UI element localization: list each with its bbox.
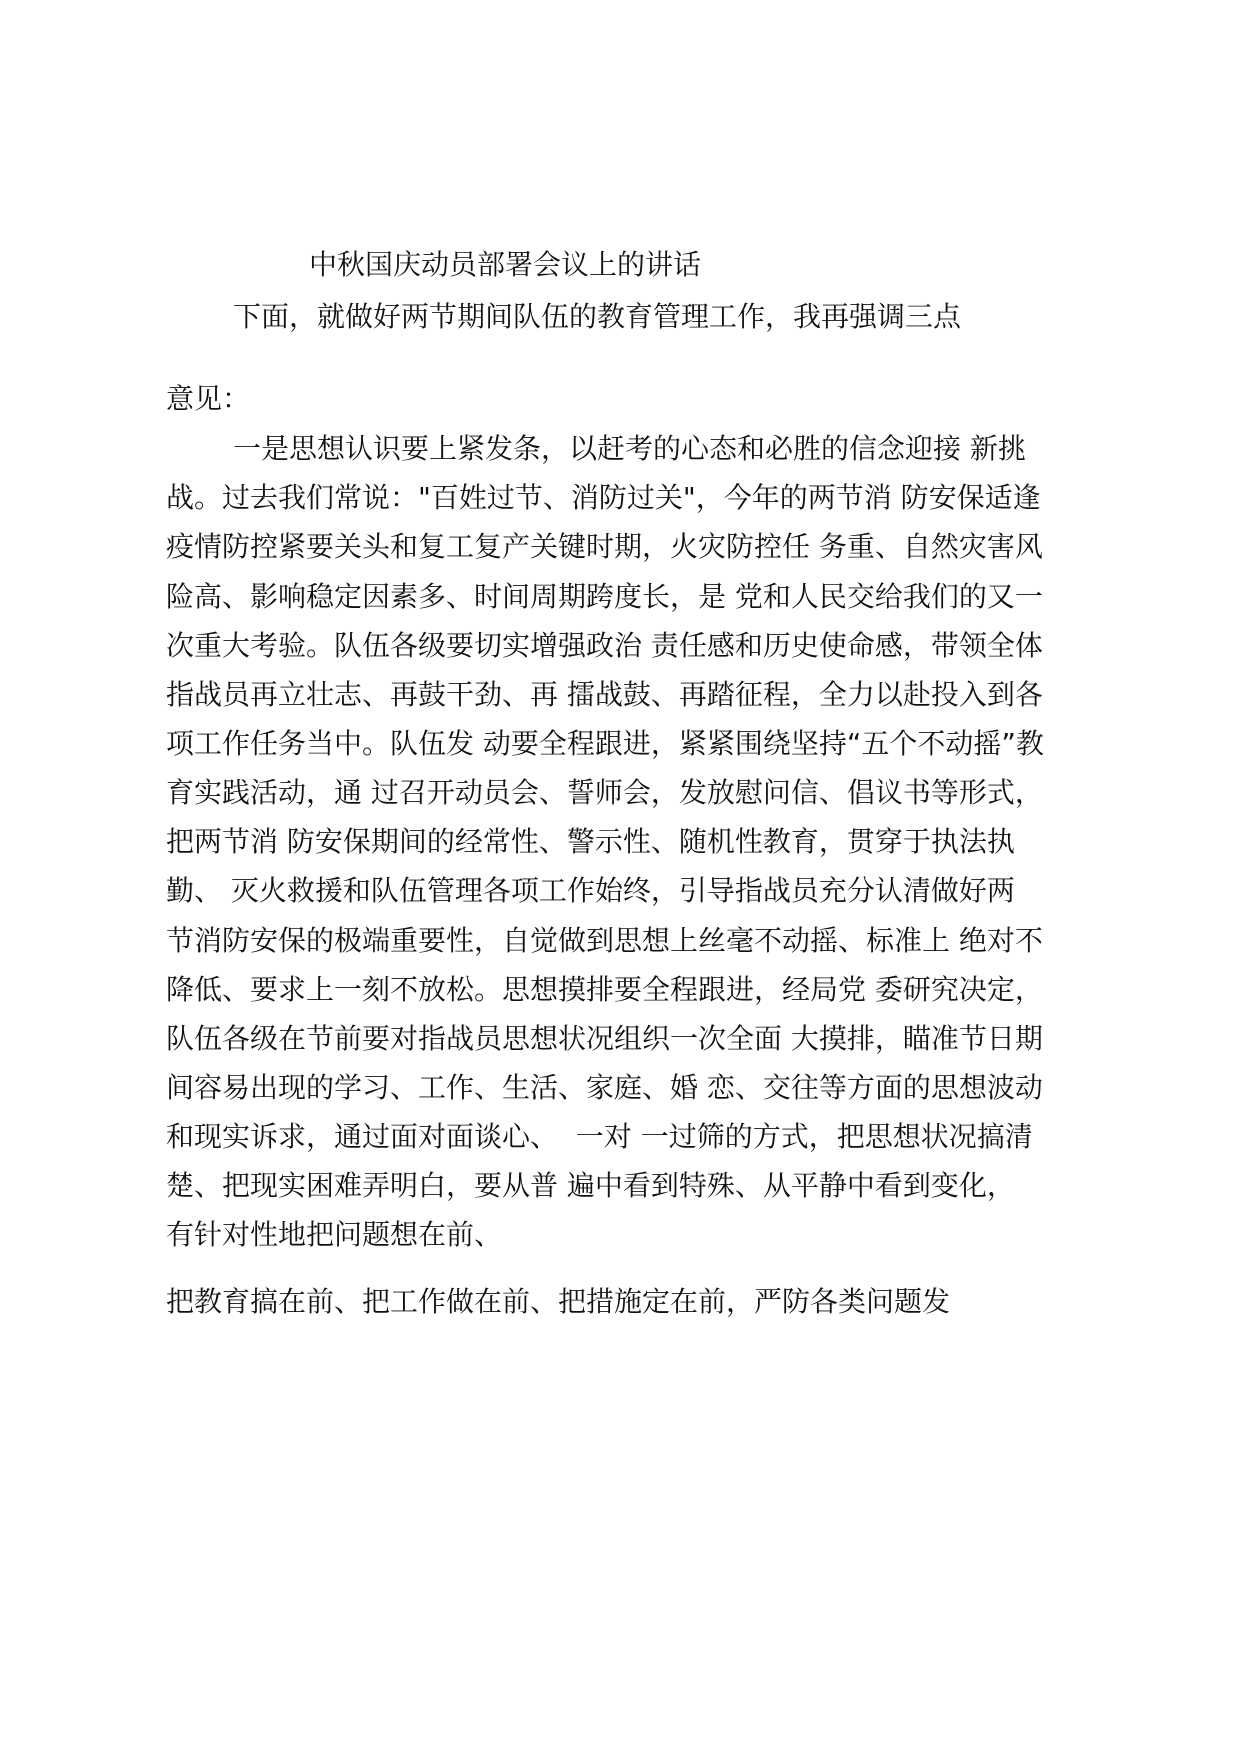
paragraph-line: 疫情防控紧要关头和复工复产关键时期，火灾防控任 务重、自然灾害风: [166, 530, 1043, 563]
paragraph-line: 一是思想认识要上紧发条，以赶考的心态和必胜的信念迎接 新挑: [233, 432, 1026, 465]
paragraph-line: 楚、把现实困难弄明白，要从普 遍中看到特殊、从平静中看到变化，: [166, 1169, 1015, 1202]
paragraph-line: 节消防安保的极端重要性，自觉做到思想上丝毫不动摇、标准上 绝对不: [166, 924, 1043, 957]
paragraph-line: 项工作任务当中。队伍发 动要全程跟进，紧紧围绕坚持“五个不动摇”教: [166, 727, 1044, 760]
final-line: 把教育搞在前、把工作做在前、把措施定在前，严防各类问题发: [166, 1285, 951, 1318]
paragraph-line: 把两节消 防安保期间的经常性、警示性、随机性教育，贯穿于执法执: [166, 825, 1015, 858]
paragraph-line: 勤、 灭火救援和队伍管理各项工作始终，引导指战员充分认清做好两: [166, 874, 1015, 907]
paragraph-line: 险高、影响稳定因素多、时间周期跨度长，是 党和人民交给我们的又一: [166, 580, 1043, 613]
document-title: 中秋国庆动员部署会议上的讲话: [309, 248, 702, 281]
paragraph-line: 指战员再立壮志、再鼓干劲、再 擂战鼓、再踏征程，全力以赴投入到各: [166, 678, 1043, 711]
paragraph-line: 有针对性地把问题想在前、: [166, 1218, 503, 1251]
paragraph-line: 队伍各级在节前要对指战员思想状况组织一次全面 大摸排，瞄准节日期: [166, 1022, 1043, 1055]
paragraph-line: 降低、要求上一刻不放松。思想摸排要全程跟进，经局党 委研究决定，: [166, 973, 1043, 1006]
paragraph-line: 和现实诉求，通过面对面谈心、 一对 一过筛的方式，把思想状况搞清: [166, 1120, 1033, 1153]
paragraph-line: 战。过去我们常说："百姓过节、消防过关"，今年的两节消 防安保适逢: [166, 481, 1041, 514]
paragraph-line: 间容易出现的学习、工作、生活、家庭、婚 恋、交往等方面的思想波动: [166, 1071, 1043, 1104]
paragraph-line: 次重大考验。队伍各级要切实增强政治 责任感和历史使命感，带领全体: [166, 629, 1043, 662]
intro-line-continued: 意见：: [166, 382, 251, 415]
intro-line: 下面，就做好两节期间队伍的教育管理工作，我再强调三点: [233, 300, 962, 333]
paragraph-line: 育实践活动，通 过召开动员会、誓师会，发放慰问信、倡议书等形式，: [166, 776, 1043, 809]
